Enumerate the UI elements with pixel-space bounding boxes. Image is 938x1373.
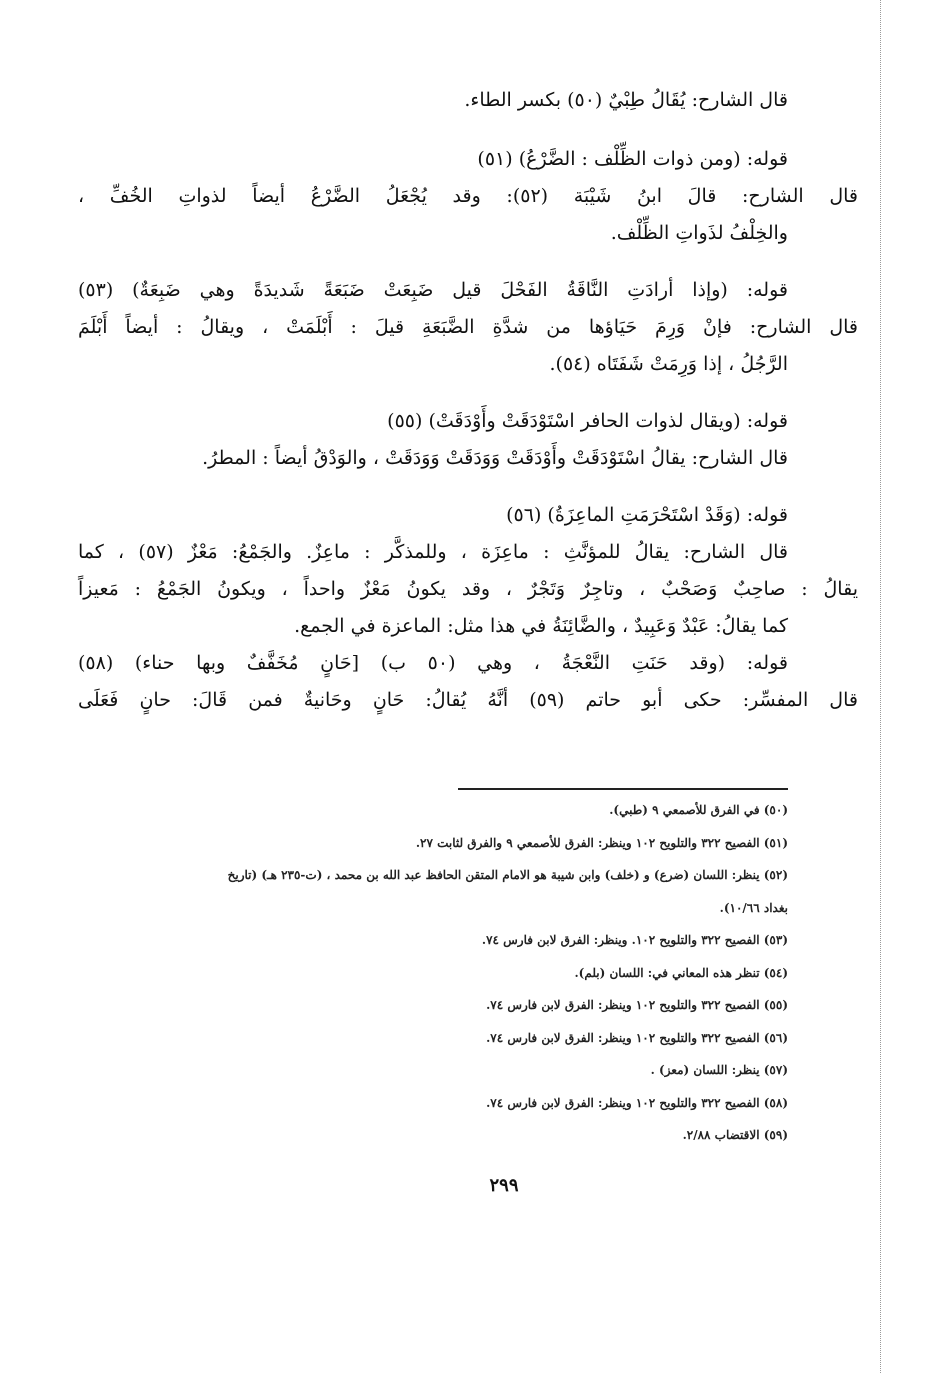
quote-line: قوله: (ومن ذوات الظِّلْف : الضَّرْعُ) (٥١) [477, 148, 788, 170]
commentary-line: قال الشارح: يقالُ للمؤنَّثِ : ماعِزَة ، وللمذكَّر : ماعِزٌ. والجَمْعُ: مَعْزٌ (٥٧) ، كما [78, 541, 788, 563]
quote-line: قوله: (وقد حَنَتِ النَّعْجَةُ ، وهي (٥٠ ب) [حَانٍ مُخَفَّفٌ وبها حناء) (٥٨) [78, 652, 788, 674]
quote-line: قوله: (ويقال لذوات الحافر اسْتَوْدَقَتْ وأَوْدَقَتْ) (٥٥) [387, 410, 788, 432]
commentary-line: قال المفسِّر: حكى أبو حاتم (٥٩) أنَّهُ يُقالُ: حَانٍ وحَانيةٌ فمن قَالَ: حانٍ فَعَلَى [78, 689, 858, 711]
footnote-item: (٥٤) تنظر هذه المعاني في: اللسان (بلم). [574, 965, 788, 980]
commentary-line: قال الشارح: يقالُ اسْتَوْدَقَتْ وأَوْدَقَتْ وَوَدَقَتْ وَوَدَقَتْ ، والوَدْقُ أيضاً : المطرُ. [202, 447, 788, 469]
footnote-item: (٥٨) الفصيح ٣٢٢ والتلويح ١٠٢ وينظر: الفرق لابن فارس ٧٤. [486, 1095, 788, 1110]
footnote-item: (٥١) الفصيح ٣٢٢ والتلويح ١٠٢ وينظر: الفرق للأصمعي ٩ والفرق لثابت ٢٧. [415, 835, 788, 850]
quote-line: قوله: (وإذا أرادَتِ النَّاقَةُ الفَحْلَ قيل ضَبِعَتْ ضَبَعَةً شَديدَةً وهي ضَبِعَةٌ) (٥٣) [78, 279, 788, 301]
commentary-line: كما يقالُ: عَبْدٌ وَعَبِيدٌ ، والضَّائِنَةُ في هذا مثل: الماعزة في الجمع. [294, 615, 788, 637]
commentary-line: والخِلْفُ لذَواتِ الظِّلْف. [610, 222, 788, 244]
footnote-item: (٥٥) الفصيح ٣٢٢ والتلويح ١٠٢ وينظر: الفرق لابن فارس ٧٤. [486, 998, 788, 1012]
main-text [78, 82, 858, 719]
footnote-item: (٥٦) الفصيح ٣٢٢ والتلويح ١٠٢ وينظر: الفرق لابن فارس ٧٤. [486, 1030, 788, 1045]
footnote-item: (٥٣) الفصيح ٣٢٢ والتلويح ١٠٢. وينظر: الفرق لابن فارس ٧٤. [481, 933, 788, 947]
footnote-item: (٥٠) في الفرق للأصمعي ٩ (طبي). [609, 803, 788, 817]
commentary-line: قال الشارح: قالَ ابنُ شَيْبَة (٥٢): وقد يُجْعَلُ الضَّرْعُ أيضاً لذواتِ الخُفِّ ، [78, 185, 858, 207]
commentary-line: الرَّجُلُ ، إذا وَرِمَتْ شَفَتَاه (٥٤). [549, 353, 788, 375]
quote-line: قوله: (وَقَدْ اسْتَحْرَمَتِ الماعِزَةُ) (٥٦) [506, 504, 788, 526]
footnote-item: (٥٧) ينظر: اللسان (معز) . [650, 1063, 788, 1077]
page-number: ٢٩٩ [489, 1175, 519, 1196]
commentary-line: قال الشارح: يُقَالُ طِبْيٌ (٥٠) بكسر الطاء. [464, 89, 788, 111]
footnotes [80, 794, 788, 1152]
commentary-line: يقالُ : صاحِبٌ وَصَحْبٌ ، وتاجِرٌ وَتَجْرٌ ، وقد يكونُ مَعْزٌ واحداً ، ويكونُ الجَمْعُ : مَعيزاً [78, 578, 858, 600]
commentary-line: قال الشارح: فإنْ وَرِمَ حَيَاؤها من شدَّةِ الضَّبَعَةِ قيلَ : أَبْلَمَتْ ، ويقالُ : أيضاً أَبْلَمَ [78, 316, 858, 338]
footnote-item: (٥٢) ينظر: اللسان (ضرع) و (خلف) وابن شيبة هو الامام المتقن الحافظ عبد الله بن محمد ، (ت-٢٣٥ هـ) (تاريخ [227, 868, 788, 882]
footnote-item: (٥٩) الاقتضاب ٢/٨٨. [682, 1128, 788, 1142]
scan-edge-line [880, 0, 882, 1373]
footnote-separator [458, 788, 788, 790]
footnote-item: بغداد ١٠/٦٦). [719, 900, 788, 915]
